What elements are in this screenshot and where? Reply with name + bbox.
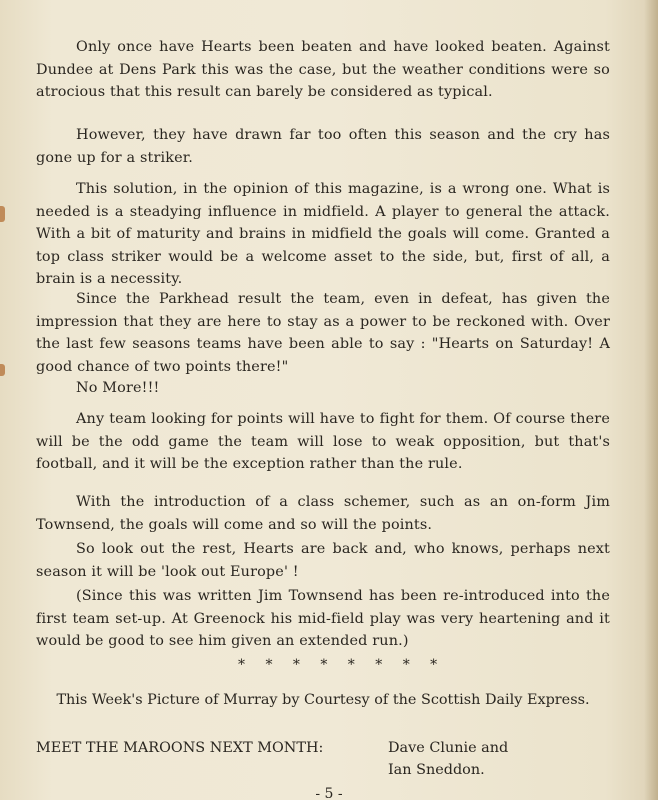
section-separator: * * * * * * * * <box>238 657 439 673</box>
article-paragraph-9: (Since this was written Jim Townsend has been re-introduced into the first team set-up. At Greenock his mid-field play was very heartening and it would be good to see him given an extended run.) <box>36 588 610 649</box>
article-paragraph-2: However, they have drawn far too often this season and the cry has gone up for a striker. <box>36 127 610 166</box>
article-paragraph-1: Only once have Hearts been beaten and have looked beaten. Against Dundee at Dens Park this was the case, but the weather conditions were so atrocious that this result can barely be considered as typical. <box>36 39 610 100</box>
meet-name-2: Ian Sneddon. <box>388 762 485 778</box>
page-edge-stain-top <box>0 206 5 222</box>
page-number: - 5 - <box>315 786 343 800</box>
picture-credit: This Week's Picture of Murray by Courtesy of the Scottish Daily Express. <box>56 692 590 708</box>
page-edge-stain-bottom <box>0 364 5 376</box>
article-paragraph-7: With the introduction of a class schemer, such as an on-form Jim Townsend, the goals will come and so will the points. <box>36 494 610 533</box>
meet-name-1: Dave Clunie and <box>388 740 509 756</box>
meet-the-maroons-names <box>388 737 508 781</box>
article-paragraph-6: Any team looking for points will have to fight for them. Of course there will be the odd game the team will lose to weak opposition, but that's football, and it will be the exception rather than the rule. <box>36 411 610 472</box>
article-paragraph-8: So look out the rest, Hearts are back and, who knows, perhaps next season it will be 'look out Europe' ! <box>36 541 610 580</box>
article-paragraph-3: This solution, in the opinion of this magazine, is a wrong one. What is needed is a steadying influence in midfield. A player to general the attack. With a bit of maturity and brains in midfield the goals will come. Granted a top class striker would be a welcome asset to the side, but, first of all, a brain is a necessity. <box>36 181 610 287</box>
article-paragraph-5: No More!!! <box>76 380 160 396</box>
article-paragraph-4: Since the Parkhead result the team, even in defeat, has given the impression that they are here to stay as a power to be reckoned with. Over the last few seasons teams have been able to say : "Hearts on Saturday! A good chance of two points there!" <box>36 291 610 375</box>
meet-the-maroons-label: MEET THE MAROONS NEXT MONTH: <box>36 740 324 756</box>
page-binding-shadow <box>644 0 658 800</box>
